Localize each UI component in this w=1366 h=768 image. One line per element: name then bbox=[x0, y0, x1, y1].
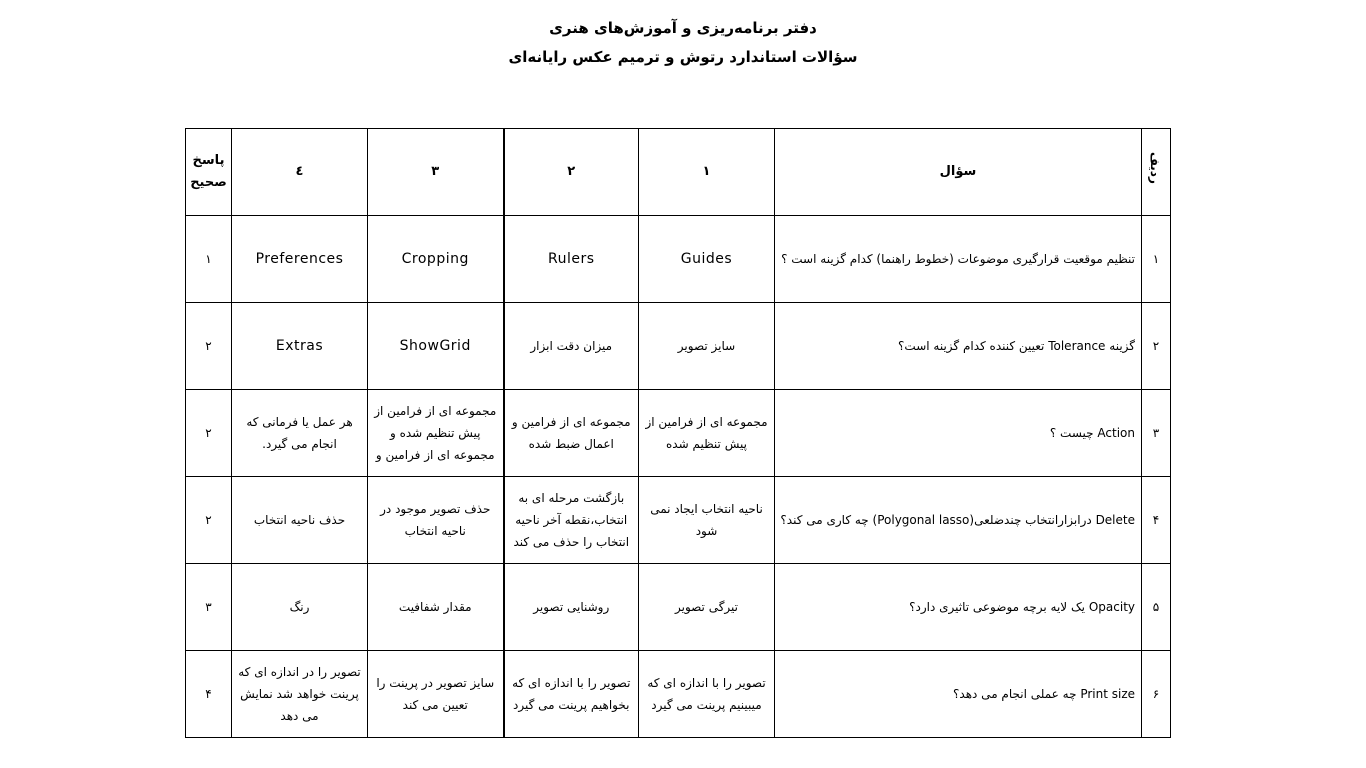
correct-answer: ۱ bbox=[186, 216, 232, 303]
table-row bbox=[186, 390, 1171, 477]
questions-table bbox=[185, 128, 1171, 738]
option-3: مقدار شفافیت bbox=[368, 564, 504, 651]
question-text: تنظیم موقعیت قرارگیری موضوعات (خطوط راهنما) کدام گزینه است ؟ bbox=[775, 216, 1142, 303]
option-4: Extras bbox=[232, 303, 368, 390]
header-option-2: ۲ bbox=[504, 129, 639, 216]
option-1: تصویر را با اندازه ای که میبینیم پرینت می گیرد bbox=[639, 651, 775, 738]
option-2: میزان دقت ابزار bbox=[504, 303, 639, 390]
correct-answer: ۳ bbox=[186, 564, 232, 651]
option-2: مجموعه ای از فرامین و اعمال ضبط شده bbox=[504, 390, 639, 477]
question-text: Opacity یک لایه برچه موضوعی تاثیری دارد؟ bbox=[775, 564, 1142, 651]
table-row bbox=[186, 477, 1171, 564]
correct-answer: ۲ bbox=[186, 477, 232, 564]
correct-answer: ۲ bbox=[186, 390, 232, 477]
table-row bbox=[186, 564, 1171, 651]
option-4: حذف ناحیه انتخاب bbox=[232, 477, 368, 564]
option-1: Guides bbox=[639, 216, 775, 303]
header-option-4: ٤ bbox=[232, 129, 368, 216]
option-4: رنگ bbox=[232, 564, 368, 651]
correct-answer: ۲ bbox=[186, 303, 232, 390]
document-subtitle: سؤالات استاندارد رتوش و ترمیم عکس رایانه‌ای bbox=[508, 48, 858, 66]
table-row bbox=[186, 303, 1171, 390]
header-option-1: ۱ bbox=[639, 129, 775, 216]
option-3: ShowGrid bbox=[368, 303, 504, 390]
option-1: مجموعه ای از فرامین از پیش تنظیم شده bbox=[639, 390, 775, 477]
row-number: ۱ bbox=[1142, 216, 1171, 303]
option-3: مجموعه ای از فرامین از پیش تنظیم شده و مجموعه ای از فرامین و bbox=[368, 390, 504, 477]
row-number: ۳ bbox=[1142, 390, 1171, 477]
office-title: دفتر برنامه‌ریزی و آموزش‌های هنری bbox=[549, 19, 817, 37]
table-row bbox=[186, 216, 1171, 303]
option-2: Rulers bbox=[504, 216, 639, 303]
question-text: Delete درابزارانتخاب چندضلعی(Polygonal lasso) چه کاری می کند؟ bbox=[775, 477, 1142, 564]
option-3: Cropping bbox=[368, 216, 504, 303]
header-row-number: ردیف bbox=[1142, 129, 1171, 216]
question-text: Print size چه عملی انجام می دهد؟ bbox=[775, 651, 1142, 738]
option-1: سایز تصویر bbox=[639, 303, 775, 390]
option-4: هر عمل یا فرمانی که انجام می گیرد. bbox=[232, 390, 368, 477]
question-text: گزینه Tolerance تعیین کننده کدام گزینه است؟ bbox=[775, 303, 1142, 390]
row-number: ۲ bbox=[1142, 303, 1171, 390]
table-row bbox=[186, 651, 1171, 738]
header-correct-answer: پاسخ صحیح bbox=[186, 129, 232, 216]
row-number: ۴ bbox=[1142, 477, 1171, 564]
document-header bbox=[0, 14, 1366, 72]
row-number: ۶ bbox=[1142, 651, 1171, 738]
option-2: تصویر را با اندازه ای که بخواهیم پرینت می گیرد bbox=[504, 651, 639, 738]
question-text: Action چیست ؟ bbox=[775, 390, 1142, 477]
row-number: ۵ bbox=[1142, 564, 1171, 651]
header-option-3: ۳ bbox=[368, 129, 504, 216]
header-question: سؤال bbox=[775, 129, 1142, 216]
option-1: ناحیه انتخاب ایجاد نمی شود bbox=[639, 477, 775, 564]
option-3: حذف تصویر موجود در ناحیه انتخاب bbox=[368, 477, 504, 564]
option-2: روشنایی تصویر bbox=[504, 564, 639, 651]
option-1: تیرگی تصویر bbox=[639, 564, 775, 651]
option-4: تصویر را در اندازه ای که پرینت خواهد شد نمایش می دهد bbox=[232, 651, 368, 738]
correct-answer: ۴ bbox=[186, 651, 232, 738]
option-4: Preferences bbox=[232, 216, 368, 303]
option-2: بازگشت مرحله ای به انتخاب،نقطه آخر ناحیه انتخاب را حذف می کند bbox=[504, 477, 639, 564]
table-header-row bbox=[186, 129, 1171, 216]
option-3: سایز تصویر در پرینت را تعیین می کند bbox=[368, 651, 504, 738]
